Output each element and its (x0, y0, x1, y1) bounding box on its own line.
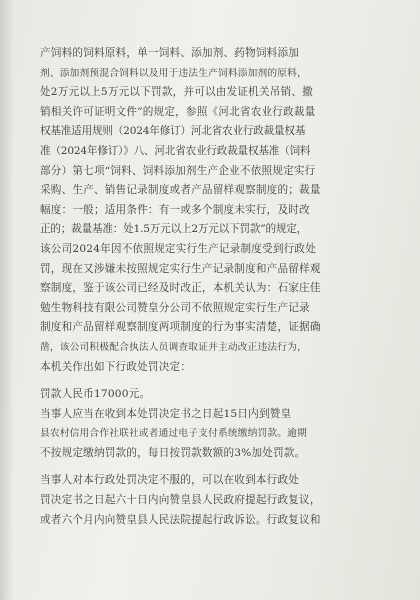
body-line: 罚，现在又涉嫌未按照规定实行生产记录制度和产品留样观 (40, 262, 321, 275)
body-line: 产饲料的饲料原料，单一饲料、添加剂、药物饲料添加 (40, 47, 300, 59)
body-line: 罚决定书之日起六十日内向赞皇县人民政府提起行政复议， (40, 494, 321, 507)
body-line: 不按规定缴纳罚款的，每日按罚款数额的3%加处罚款。 (40, 446, 306, 459)
body-line: 部分）第七项“饲料、饲料添加剂生产企业不依照规定实行 (40, 164, 316, 177)
body-line: 采购、生产、销售记录制度或者产品留样观察制度的；裁量 (40, 184, 321, 197)
body-line: 本机关作出如下行政处罚决定： (40, 360, 192, 373)
body-line: 剂、添加剂预混合饲料以及用于违法生产饲料添加剂的原料， (40, 67, 307, 79)
body-line: 该公司2024年因不依照规定实行生产记录制度受到行政处 (40, 242, 317, 255)
body-line: 察制度，鉴于该公司已经及时改正，本机关认为：石家庄佳 (40, 282, 321, 295)
paragraph-gap (40, 463, 386, 471)
document-body (40, 44, 386, 530)
body-line: 凿，该公司积极配合执法人员调查取证并主动改正违法行为， (40, 341, 307, 353)
body-line: 制度和产品留样观察制度两项制度的行为事实清楚，证据确 (40, 321, 321, 334)
page-shadow (0, 0, 14, 600)
body-line: 销相关许可证明文件”的规定，参照《河北省农业行政裁量 (40, 105, 316, 118)
body-line: 或者六个月内向赞皇县人民法院提起行政诉讼。行政复议和 (40, 513, 321, 526)
body-line: 权基准适用规则（2024年修订）河北省农业行政裁量权基 (40, 125, 306, 138)
body-line: 当事人应当在收到本处罚决定书之日起15日内到赞皇 (40, 407, 292, 420)
body-line: 准（2024年修订）》八、河北省农业行政裁量权基准（饲料 (40, 144, 311, 157)
body-line: 处2万元以上5万元以下罚款，并可以由发证机关吊销、撤 (40, 86, 313, 99)
body-line: 正的；裁量基准：处1.5万元以上2万元以下罚款”的规定， (40, 223, 308, 236)
body-line: 当事人对本行政处罚决定不服的，可以在收到本行政处 (40, 474, 300, 487)
body-line: 勉生物科技有限公司赞皇分公司不依照规定实行生产记录 (40, 301, 310, 314)
penalty-amount: 罚款人民币17000元。 (40, 388, 151, 401)
body-line: 幅度：一般；适用条件：有一或多个制度未实行，及时改 (40, 203, 310, 216)
paragraph-gap (40, 377, 386, 385)
body-line: 县农村信用合作社联社或者通过电子支付系统缴纳罚款。逾期 (40, 428, 307, 440)
